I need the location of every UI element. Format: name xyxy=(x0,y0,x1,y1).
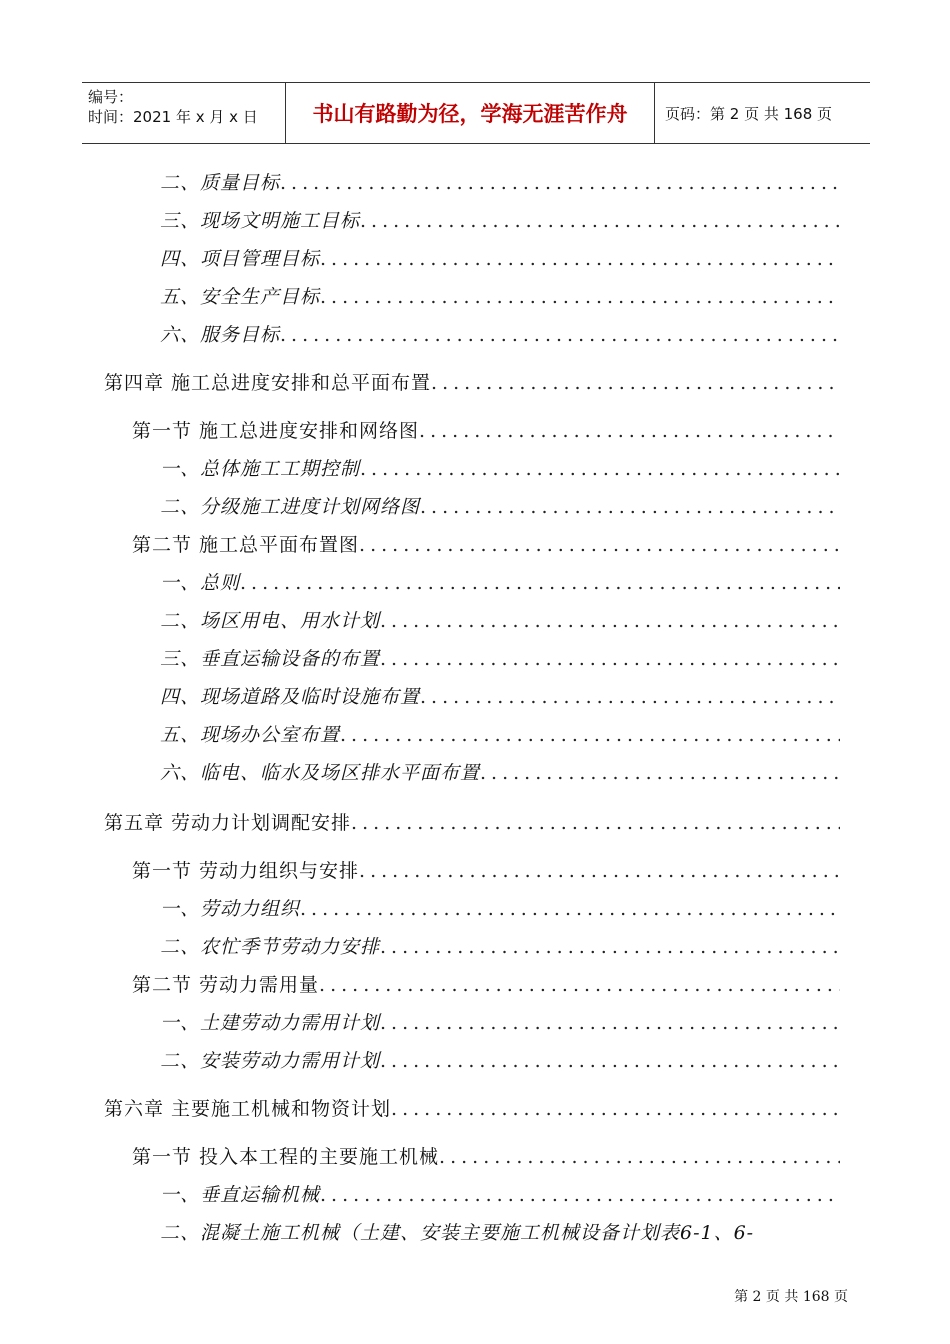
toc-item xyxy=(160,894,840,921)
toc-dot-leader xyxy=(380,610,840,632)
header-meta xyxy=(82,83,285,143)
toc-item xyxy=(160,1218,840,1245)
toc-dot-leader xyxy=(419,420,840,442)
toc-dot-leader xyxy=(380,648,840,670)
toc-entry-label: 二、场区用电、用水计划 xyxy=(160,610,381,632)
toc-entry-label: 二、质量目标 xyxy=(160,172,281,194)
toc-dot-leader xyxy=(280,172,840,194)
toc-dot-leader xyxy=(380,1012,840,1034)
toc-entry-label: 第五章 劳动力计划调配安排 xyxy=(104,812,352,834)
toc-dot-leader xyxy=(360,458,840,480)
toc-section xyxy=(132,530,840,557)
toc-dot-leader xyxy=(420,496,840,518)
toc-dot-leader xyxy=(391,1098,840,1120)
toc-dot-leader xyxy=(320,1184,840,1206)
toc-dot-leader xyxy=(359,534,840,556)
toc-entry-label: 一、总体施工工期控制 xyxy=(160,458,361,480)
toc-item xyxy=(160,932,840,959)
toc-dot-leader xyxy=(340,724,840,746)
toc-section xyxy=(132,416,840,443)
toc-entry-label: 六、服务目标 xyxy=(160,324,281,346)
toc-entry-label: 四、现场道路及临时设施布置 xyxy=(160,686,421,708)
header-page-number: 页码：第 2 页 共 168 页 xyxy=(665,104,833,123)
toc-item xyxy=(160,758,840,785)
toc-dot-leader xyxy=(300,898,840,920)
toc-entry-label: 一、总则 xyxy=(160,572,241,594)
toc-entry-label: 第一节 投入本工程的主要施工机械 xyxy=(132,1146,440,1168)
toc-entry-label: 第四章 施工总进度安排和总平面布置 xyxy=(104,372,432,394)
toc-dot-leader xyxy=(319,974,840,996)
toc-dot-leader xyxy=(320,286,840,308)
toc-dot-leader xyxy=(480,762,840,784)
toc-item xyxy=(160,1008,840,1035)
toc-item xyxy=(160,606,840,633)
toc-chapter xyxy=(104,368,840,395)
page-footer: 第 2 页 共 168 页 xyxy=(734,1289,848,1305)
toc-item xyxy=(160,682,840,709)
toc-entry-label: 二、混凝土施工机械（土建、安装主要施工机械设备计划表6-1、6- xyxy=(160,1222,755,1244)
toc-entry-label: 第一节 施工总进度安排和网络图 xyxy=(132,420,420,442)
toc-dot-leader xyxy=(360,210,840,232)
toc-entry-label: 四、项目管理目标 xyxy=(160,248,321,270)
toc-item xyxy=(160,1180,840,1207)
document-time: 时间：2021 年 x 月 x 日 xyxy=(88,108,258,126)
toc-entry-label: 二、分级施工进度计划网络图 xyxy=(160,496,421,518)
toc-entry-label: 第二节 施工总平面布置图 xyxy=(132,534,360,556)
toc-entry-label: 一、劳动力组织 xyxy=(160,898,301,920)
toc-entry-label: 一、垂直运输机械 xyxy=(160,1184,321,1206)
toc-dot-leader xyxy=(320,248,840,270)
toc-entry-label: 五、安全生产目标 xyxy=(160,286,321,308)
toc-dot-leader xyxy=(359,860,840,882)
toc-entry-label: 一、土建劳动力需用计划 xyxy=(160,1012,381,1034)
toc-item xyxy=(160,644,840,671)
toc-item xyxy=(160,320,840,347)
toc-entry-label: 三、现场文明施工目标 xyxy=(160,210,361,232)
toc-section xyxy=(132,1142,840,1169)
toc-entry-label: 二、农忙季节劳动力安排 xyxy=(160,936,381,958)
toc-item xyxy=(160,206,840,233)
toc-entry-label: 第六章 主要施工机械和物资计划 xyxy=(104,1098,392,1120)
toc-dot-leader xyxy=(380,936,840,958)
toc-section xyxy=(132,856,840,883)
toc-item xyxy=(160,454,840,481)
toc-dot-leader xyxy=(351,812,840,834)
toc-item xyxy=(160,282,840,309)
toc-dot-leader xyxy=(439,1146,840,1168)
page-header xyxy=(82,82,870,144)
header-motto: 书山有路勤为径，学海无涯苦作舟 xyxy=(285,83,655,143)
toc-entry-label: 第一节 劳动力组织与安排 xyxy=(132,860,360,882)
toc-dot-leader xyxy=(240,572,840,594)
toc-dot-leader xyxy=(280,324,840,346)
toc-item xyxy=(160,492,840,519)
toc-chapter xyxy=(104,808,840,835)
toc-entry-label: 二、安装劳动力需用计划 xyxy=(160,1050,381,1072)
toc-dot-leader xyxy=(380,1050,840,1072)
toc-item xyxy=(160,568,840,595)
toc-section xyxy=(132,970,840,997)
toc-item xyxy=(160,168,840,195)
toc-entry-label: 五、现场办公室布置 xyxy=(160,724,341,746)
toc-entry-label: 第二节 劳动力需用量 xyxy=(132,974,320,996)
toc-chapter xyxy=(104,1094,840,1121)
toc-entry-label: 三、垂直运输设备的布置 xyxy=(160,648,381,670)
toc-dot-leader xyxy=(420,686,840,708)
toc-item xyxy=(160,720,840,747)
toc-entry-label: 六、临电、临水及场区排水平面布置 xyxy=(160,762,481,784)
toc-item xyxy=(160,244,840,271)
toc-item xyxy=(160,1046,840,1073)
document-number-label: 编号： xyxy=(88,88,134,106)
toc-dot-leader xyxy=(431,372,840,394)
